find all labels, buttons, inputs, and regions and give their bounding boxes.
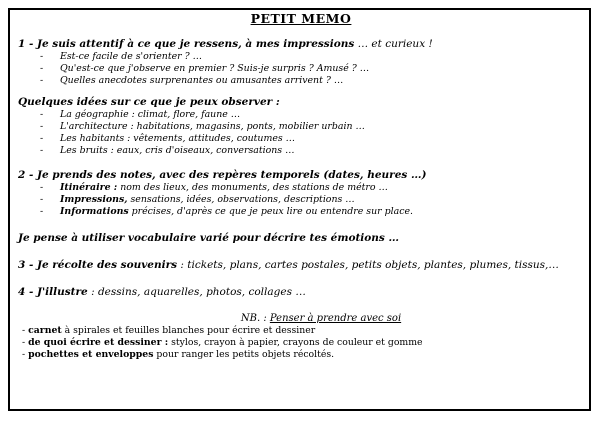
list-item: - Informations précises, d'après ce que je peux lire ou entendre sur place. xyxy=(40,206,584,218)
list-item: - Les bruits : eaux, cris d'oiseaux, conversations … xyxy=(40,145,584,157)
section-2-title: 2 - Je prends des notes, avec des repères temporels (dates, heures …) xyxy=(18,169,427,181)
packing-list xyxy=(22,325,584,361)
vocab-note: Je pense à utiliser vocabulaire varié pour décrire tes émotions … xyxy=(18,232,399,244)
list-item: - Les habitants : vêtements, attitudes, coutumes … xyxy=(40,133,584,145)
list-item: - carnet à spirales et feuilles blanches pour écrire et dessiner xyxy=(22,325,316,336)
section-1-list xyxy=(40,51,584,87)
section-1-title: 1 - Je suis attentif à ce que je ressens, à mes impressions … et curieux ! xyxy=(18,38,433,50)
list-item: - Impressions, sensations, idées, observations, descriptions … xyxy=(40,194,584,206)
list-item: - pochettes et enveloppes pour ranger les petits objets récoltés. xyxy=(22,349,335,360)
page-title: PETIT MEMO xyxy=(250,11,352,26)
memo-content xyxy=(18,12,584,410)
ideas-list xyxy=(40,109,584,157)
list-item: - de quoi écrire et dessiner : stylos, crayon à papier, crayons de couleur et gomme xyxy=(22,337,423,348)
list-item: - Qu'est-ce que j'observe en premier ? Suis-je surpris ? Amusé ? … xyxy=(40,63,584,75)
section-3-title: 3 - Je récolte des souvenirs : tickets, plans, cartes postales, petits objets, plantes, plumes, tissus,… xyxy=(18,259,559,271)
list-item: - Itinéraire : nom des lieux, des monuments, des stations de métro … xyxy=(40,182,584,194)
list-item: - Est-ce facile de s'orienter ? … xyxy=(40,51,584,63)
ideas-heading: Quelques idées sur ce que je peux observer : xyxy=(18,96,280,108)
section-4-title: 4 - J'illustre : dessins, aquarelles, photos, collages … xyxy=(18,286,306,298)
list-item: - La géographie : climat, flore, faune … xyxy=(40,109,584,121)
list-item: - Quelles anecdotes surprenantes ou amusantes arrivent ? … xyxy=(40,75,584,87)
list-item: - L'architecture : habitations, magasins, ponts, mobilier urbain … xyxy=(40,121,584,133)
section-2-list xyxy=(40,182,584,218)
nb-note: NB. : Penser à prendre avec soi xyxy=(240,313,402,324)
